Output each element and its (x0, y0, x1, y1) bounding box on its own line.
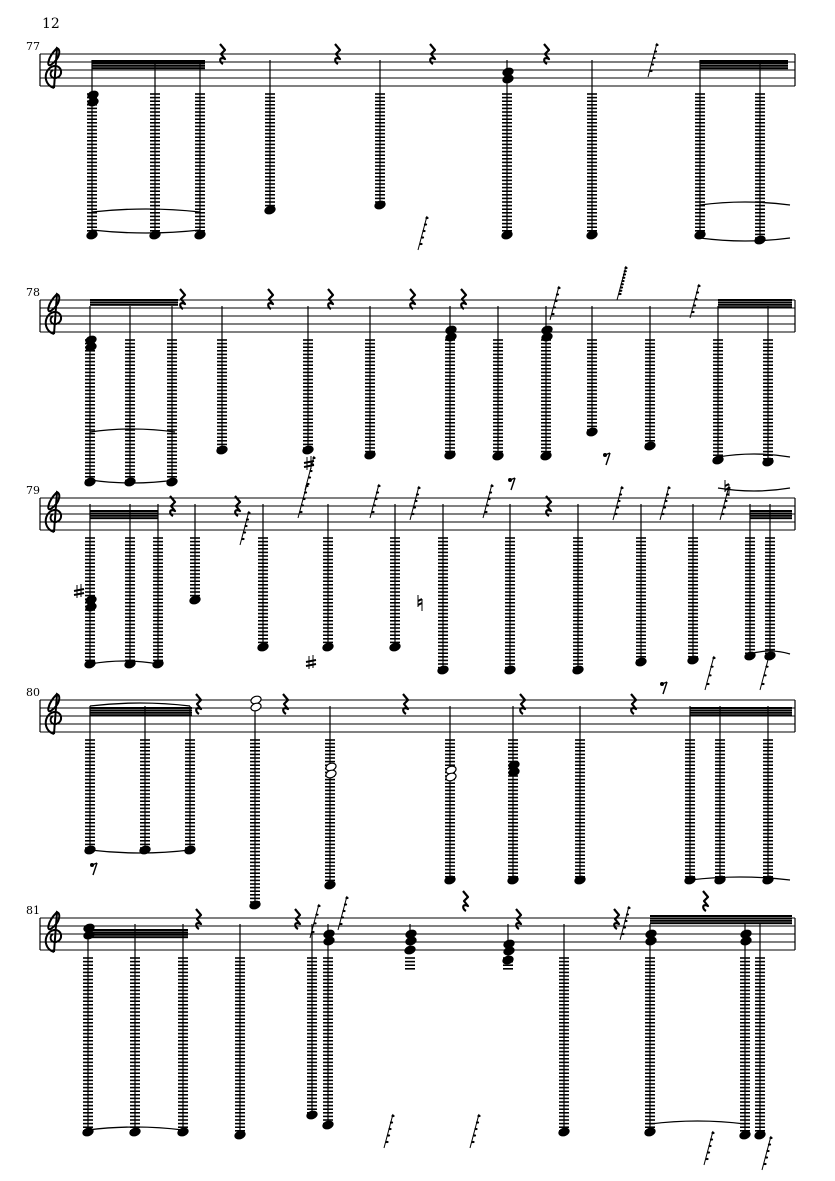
beam (750, 510, 792, 519)
flag-ladder (265, 94, 275, 209)
grace-head (767, 657, 770, 659)
grace-notes (240, 511, 251, 545)
grace-slash (483, 484, 492, 518)
grace-head (246, 518, 249, 520)
beam-bar (718, 299, 792, 301)
beam-bar (650, 915, 792, 917)
tie (700, 202, 790, 205)
system-80 (26, 656, 795, 910)
sharp-icon (306, 655, 316, 669)
notehead (389, 642, 401, 652)
grace-head (299, 511, 302, 513)
tie (90, 661, 158, 664)
beam-bar (92, 62, 205, 64)
grace-head (693, 304, 696, 306)
quarter-rest-icon (196, 694, 201, 714)
notehead (306, 1110, 318, 1120)
flag-ladder (765, 538, 775, 653)
beam (90, 299, 178, 306)
grace-head (309, 470, 312, 472)
grace-head (344, 903, 347, 905)
grace-head (376, 491, 379, 493)
quarter-rest-icon (703, 891, 708, 911)
grace-notes (762, 1136, 773, 1170)
grace-head (691, 311, 694, 313)
beam-bar (88, 934, 188, 936)
grace-slash (310, 904, 319, 938)
grace-head (766, 1150, 769, 1152)
grace-notes (418, 216, 429, 250)
notehead (166, 477, 178, 487)
grace-head (617, 500, 620, 502)
flag-ladder (688, 538, 698, 660)
beam-bar (92, 65, 205, 67)
grace-head (661, 513, 664, 515)
grace-head (424, 223, 427, 225)
grace-head (696, 291, 699, 293)
grace-head (651, 63, 654, 65)
beam-bar (90, 709, 192, 711)
grace-head (649, 70, 652, 72)
grace-notes (384, 1114, 395, 1148)
flag-ladder (405, 958, 415, 969)
tie (90, 703, 190, 706)
eighth-rest-icon (660, 682, 667, 694)
notehead (324, 880, 336, 890)
flag-ladder (763, 340, 773, 462)
grace-slash (338, 896, 347, 930)
grace-head (697, 285, 700, 287)
grace-slash (384, 1114, 393, 1148)
grace-head (724, 500, 727, 502)
grace-notes (704, 1131, 715, 1165)
grace-notes (648, 43, 659, 77)
flag-ladder (445, 340, 455, 455)
flag-ladder (645, 958, 655, 1131)
beam (718, 299, 792, 308)
grace-head (476, 1121, 479, 1123)
flag-ladder (755, 94, 765, 238)
beam-bar (750, 510, 792, 512)
grace-head (341, 916, 344, 918)
grace-head (413, 506, 416, 508)
flag-ladder (745, 538, 755, 653)
system-77 (26, 40, 795, 250)
measure-number: 78 (26, 286, 40, 299)
beam-bar (650, 922, 792, 924)
page-number: 12 (42, 16, 60, 32)
beam-bar (90, 707, 192, 709)
beam-bar (650, 920, 792, 922)
grace-head (484, 511, 487, 513)
flag-ladder (559, 958, 569, 1131)
grace-head (247, 512, 250, 514)
grace-head (694, 298, 697, 300)
grace-slash (550, 286, 559, 320)
flag-ladder (636, 538, 646, 660)
grace-notes (613, 486, 624, 520)
grace-head (306, 483, 309, 485)
beam-bar (88, 931, 188, 933)
beam (90, 510, 158, 519)
quarter-rest-icon (461, 289, 466, 309)
beam-bar (90, 515, 158, 517)
grace-head (487, 498, 490, 500)
sharp-icon (74, 584, 84, 598)
grace-head (727, 487, 730, 489)
system-79 (26, 456, 795, 675)
notehead (124, 477, 136, 487)
notehead (322, 1120, 334, 1130)
grace-head (621, 283, 624, 285)
grace-head (652, 57, 655, 59)
grace-slash (705, 656, 714, 690)
grace-head (765, 666, 768, 668)
grace-head (243, 531, 246, 533)
tie (92, 230, 200, 233)
quarter-rest-icon (328, 289, 333, 309)
grace-head (712, 657, 715, 659)
grace-head (618, 293, 621, 295)
grace-slash (370, 484, 379, 518)
grace-head (345, 897, 348, 899)
eighth-rest-icon (90, 863, 97, 875)
flag-ladder (323, 958, 333, 1124)
notehead (82, 1127, 94, 1137)
beam-bar (650, 917, 792, 919)
beam-bar (750, 515, 792, 517)
beam-bar (750, 512, 792, 514)
grace-slash (613, 486, 622, 520)
beam-bar (690, 707, 792, 709)
grace-notes (760, 656, 771, 690)
grace-head (244, 525, 247, 527)
grace-head (385, 1141, 388, 1143)
beam-bar (700, 65, 788, 67)
grace-head (556, 293, 559, 295)
grace-notes (705, 656, 716, 690)
notehead (257, 642, 269, 652)
grace-notes (690, 284, 701, 318)
beam-bar (90, 304, 178, 306)
grace-head (761, 683, 764, 685)
tie (690, 877, 790, 880)
beam-bar (90, 510, 158, 512)
grace-head (721, 513, 724, 515)
beam-bar (90, 512, 158, 514)
quarter-rest-icon (463, 891, 468, 911)
grace-head (710, 666, 713, 668)
quarter-rest-icon (520, 694, 525, 714)
grace-head (623, 273, 626, 275)
grace-head (312, 457, 315, 459)
grace-head (473, 1134, 476, 1136)
notehead (586, 427, 598, 437)
flag-ladder (365, 340, 375, 455)
flag-ladder (178, 958, 188, 1131)
grace-head (621, 933, 624, 935)
grace-head (390, 1121, 393, 1123)
grace-head (417, 487, 420, 489)
notehead (572, 665, 584, 675)
grace-head (241, 538, 244, 540)
measure-number: 80 (26, 686, 40, 699)
grace-slash (410, 486, 419, 520)
grace-head (614, 513, 617, 515)
tie (718, 454, 790, 457)
quarter-rest-icon (180, 289, 185, 309)
grace-head (311, 931, 314, 933)
quarter-rest-icon (631, 694, 636, 714)
grace-head (301, 504, 304, 506)
grace-head (621, 280, 624, 282)
notehead (84, 477, 96, 487)
grace-head (624, 267, 627, 269)
flag-ladder (541, 340, 551, 455)
beam (650, 915, 792, 924)
grace-slash (762, 1136, 771, 1170)
tie (650, 1121, 745, 1124)
grace-head (311, 463, 314, 465)
grace-head (667, 487, 670, 489)
beam-bar (90, 714, 192, 716)
system-78 (26, 266, 795, 496)
grace-head (313, 922, 316, 924)
grace-head (763, 674, 766, 676)
grace-head (477, 1115, 480, 1117)
grace-notes (338, 896, 349, 930)
quarter-rest-icon (403, 694, 408, 714)
grace-head (626, 913, 629, 915)
grace-head (706, 683, 709, 685)
grace-slash (704, 1131, 713, 1165)
quarter-rest-icon (283, 694, 288, 714)
grace-head (616, 506, 619, 508)
beam-bar (92, 60, 205, 62)
quarter-rest-icon (410, 289, 415, 309)
beam-bar (690, 709, 792, 711)
grace-head (664, 500, 667, 502)
beam (92, 60, 205, 69)
notehead (504, 665, 516, 675)
grace-head (391, 1115, 394, 1117)
notehead (177, 1127, 189, 1137)
grace-head (373, 504, 376, 506)
notehead (216, 445, 228, 455)
grace-slash (620, 906, 629, 940)
grace-head (474, 1128, 477, 1130)
grace-head (763, 1163, 766, 1165)
grace-head (655, 44, 658, 46)
grace-head (304, 491, 307, 493)
grace-notes (550, 286, 561, 320)
grace-head (471, 1141, 474, 1143)
grace-head (710, 1138, 713, 1140)
beam-bar (88, 936, 188, 938)
notehead (764, 651, 776, 661)
grace-head (666, 493, 669, 495)
grace-head (765, 1156, 768, 1158)
notehead (437, 665, 449, 675)
beam-bar (690, 714, 792, 716)
grace-head (315, 914, 318, 916)
grace-notes (617, 266, 628, 300)
grace-head (654, 50, 657, 52)
grace-slash (240, 511, 249, 545)
grace-head (422, 230, 425, 232)
grace-head (371, 511, 374, 513)
beam-bar (90, 299, 178, 301)
grace-head (489, 491, 492, 493)
grace-notes (310, 904, 321, 938)
notehead (502, 955, 514, 965)
grace-slash (470, 1114, 479, 1148)
grace-slash (760, 656, 769, 690)
grace-head (768, 1143, 771, 1145)
notehead (644, 441, 656, 451)
beam-bar (690, 712, 792, 714)
grace-head (708, 674, 711, 676)
notehead (129, 1127, 141, 1137)
grace-head (425, 217, 428, 219)
grace-head (622, 277, 625, 279)
grace-head (726, 493, 729, 495)
grace-head (388, 1128, 391, 1130)
grace-head (705, 1158, 708, 1160)
eighth-rest-icon (508, 478, 515, 490)
grace-head (317, 905, 320, 907)
beam-bar (750, 517, 792, 519)
grace-notes (483, 484, 494, 518)
quarter-rest-icon (268, 289, 273, 309)
grace-head (557, 287, 560, 289)
grace-notes (470, 1114, 481, 1148)
grace-head (414, 500, 417, 502)
beam (700, 60, 788, 69)
grace-head (623, 926, 626, 928)
grace-slash (690, 284, 699, 318)
grace-head (411, 513, 414, 515)
tie (92, 209, 200, 212)
grace-head (302, 498, 305, 500)
grace-head (711, 1132, 714, 1134)
beam-bar (92, 67, 205, 69)
beam-bar (718, 306, 792, 308)
grace-head (553, 306, 556, 308)
grace-slash (418, 216, 427, 250)
beam-bar (700, 60, 788, 62)
grace-head (387, 1134, 390, 1136)
beam (90, 707, 192, 716)
beam (690, 707, 792, 716)
grace-head (707, 1151, 710, 1153)
beam-bar (718, 304, 792, 306)
notehead (404, 945, 416, 955)
measure-number: 77 (26, 40, 40, 53)
grace-head (308, 476, 311, 478)
grace-head (619, 290, 622, 292)
eighth-rest-icon (603, 453, 610, 465)
grace-head (374, 498, 377, 500)
natural-icon (418, 595, 422, 611)
grace-notes (370, 484, 381, 518)
system-81 (26, 891, 795, 1170)
staff (40, 54, 795, 86)
beam-bar (90, 301, 178, 303)
grace-head (490, 485, 493, 487)
beam-bar (700, 67, 788, 69)
grace-notes (298, 484, 309, 518)
grace-slash (648, 43, 657, 77)
grace-head (708, 1145, 711, 1147)
notehead (322, 642, 334, 652)
notehead (635, 657, 647, 667)
beam-bar (700, 62, 788, 64)
beam-bar (88, 929, 188, 931)
grace-head (620, 487, 623, 489)
grace-head (421, 236, 424, 238)
grace-head (619, 493, 622, 495)
grace-notes (620, 906, 631, 940)
grace-notes (410, 486, 421, 520)
notehead (302, 445, 314, 455)
grace-head (624, 920, 627, 922)
beam-bar (90, 517, 158, 519)
grace-head (554, 300, 557, 302)
flag-ladder (325, 740, 335, 884)
grace-head (416, 493, 419, 495)
grace-head (620, 286, 623, 288)
grace-head (663, 506, 666, 508)
grace-head (627, 907, 630, 909)
grace-notes (660, 486, 671, 520)
grace-head (486, 504, 489, 506)
grace-head (723, 506, 726, 508)
measure-number: 81 (26, 904, 40, 917)
flag-ladder (83, 958, 93, 1131)
flag-ladder (493, 340, 503, 455)
grace-head (342, 910, 345, 912)
flag-ladder (130, 958, 140, 1131)
grace-head (769, 1137, 772, 1139)
grace-head (377, 485, 380, 487)
grace-head (419, 243, 422, 245)
beam-bar (90, 712, 192, 714)
notehead (644, 1127, 656, 1137)
grace-head (551, 313, 554, 315)
grace-head (624, 270, 627, 272)
grace-slash (660, 486, 669, 520)
notehead (558, 1127, 570, 1137)
measure-number: 79 (26, 484, 40, 497)
grace-head (339, 923, 342, 925)
tie (700, 238, 790, 241)
beam-bar (718, 301, 792, 303)
